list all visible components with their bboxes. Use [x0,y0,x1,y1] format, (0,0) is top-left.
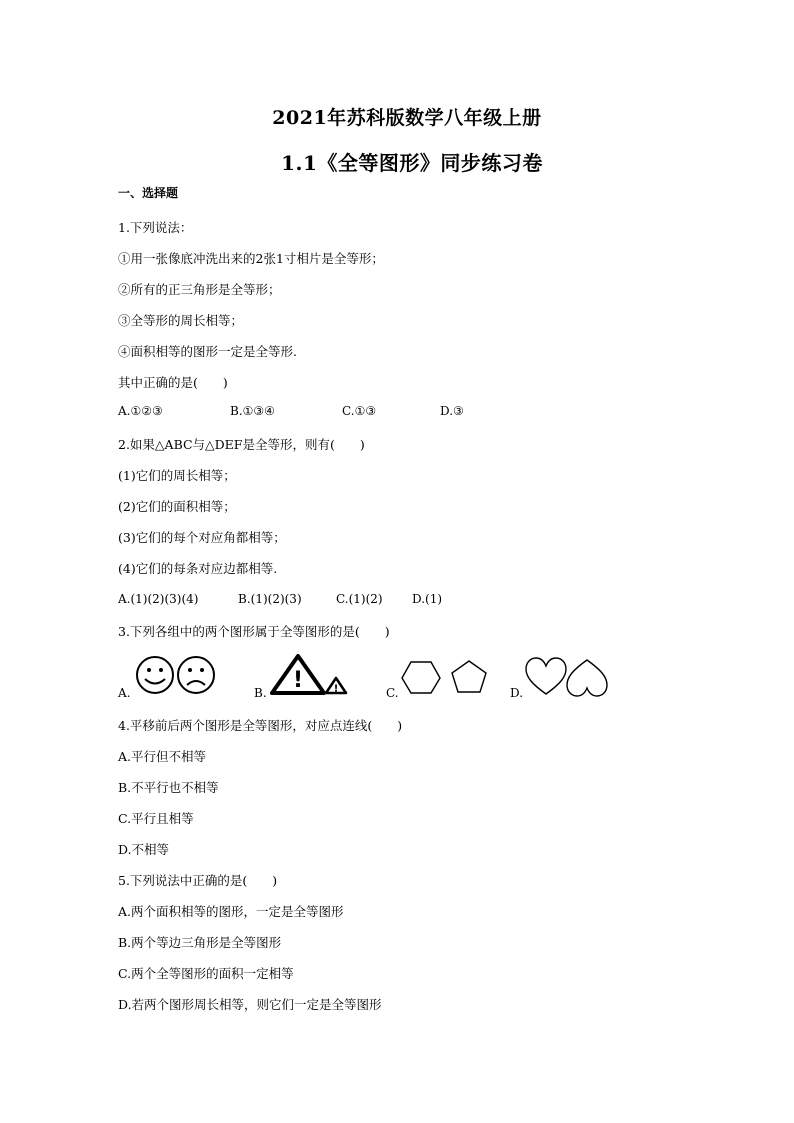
hexagon-pentagon-figure [402,658,492,698]
question-5-option-c: C.两个全等图形的面积一定相等 [118,966,294,981]
question-1-stem: 1.下列说法： [118,220,193,235]
frowning-face-icon [178,657,214,693]
small-warning-triangle-icon [326,678,346,695]
document-subtitle: 1.1《全等图形》同步练习卷 [281,151,543,175]
question-1-option-d: D.③ [440,404,464,418]
question-2-item: (3)它们的每个对应角都相等； [118,530,286,545]
question-2-option-c: C.(1)(2) [336,592,383,606]
question-5-option-d: D.若两个图形周长相等，则它们一定是全等图形 [118,997,382,1012]
question-2-option-d: D.(1) [412,592,443,606]
question-1-item: ②所有的正三角形是全等形； [118,282,281,297]
question-4-stem: 4.平移前后两个图形是全等图形，对应点连线( ) [118,718,403,733]
upright-heart-icon [526,658,566,694]
pentagon-shape-icon [452,661,486,692]
question-3-label-c: C. [386,686,399,700]
question-2-item: (2)它们的面积相等； [118,499,236,514]
large-warning-triangle-icon [272,656,324,693]
warning-mark-small: ! [333,683,339,695]
smiley-faces-figure [134,654,218,696]
question-3-stem: 3.下列各组中的两个图形属于全等图形的是( ) [118,624,390,639]
question-3-label-b: B. [254,686,267,700]
question-2-item: (1)它们的周长相等； [118,468,236,483]
warning-mark: ! [292,668,304,693]
question-1-option-b: B.①③④ [230,404,275,418]
warning-signs-figure [268,654,352,696]
question-1-item: ④面积相等的图形一定是全等形. [118,344,297,359]
question-4-option-a: A.平行但不相等 [118,749,207,764]
hexagon-shape-icon [402,662,440,693]
question-2-item: (4)它们的每条对应边都相等. [118,561,278,576]
question-1-option-a: A.①②③ [118,404,163,418]
question-5-option-b: B.两个等边三角形是全等图形 [118,935,282,950]
question-2-stem: 2.如果△ABC与△DEF是全等形，则有( ) [118,437,365,452]
question-2-option-a: A.(1)(2)(3)(4) [118,592,199,606]
question-1-prompt: 其中正确的是( ) [118,375,228,390]
section-heading: 一、选择题 [118,186,179,200]
question-1-item: ①用一张像底冲洗出来的2张1寸相片是全等形； [118,251,384,266]
question-3-label-d: D. [510,686,524,700]
hearts-figure [526,658,608,698]
question-1-option-c: C.①③ [342,404,377,418]
question-5-option-a: A.两个面积相等的图形，一定是全等图形 [118,904,344,919]
question-3-label-a: A. [118,686,131,700]
document-title: 2021年苏科版数学八年级上册 [272,107,542,129]
question-5-stem: 5.下列说法中正确的是( ) [118,873,278,888]
smiling-face-icon [137,657,173,693]
question-4-option-b: B.不平行也不相等 [118,780,219,795]
question-2-option-b: B.(1)(2)(3) [238,592,302,606]
inverted-heart-icon [567,660,607,696]
question-4-option-c: C.平行且相等 [118,811,194,826]
question-1-item: ③全等形的周长相等； [118,313,244,328]
question-4-option-d: D.不相等 [118,842,170,857]
